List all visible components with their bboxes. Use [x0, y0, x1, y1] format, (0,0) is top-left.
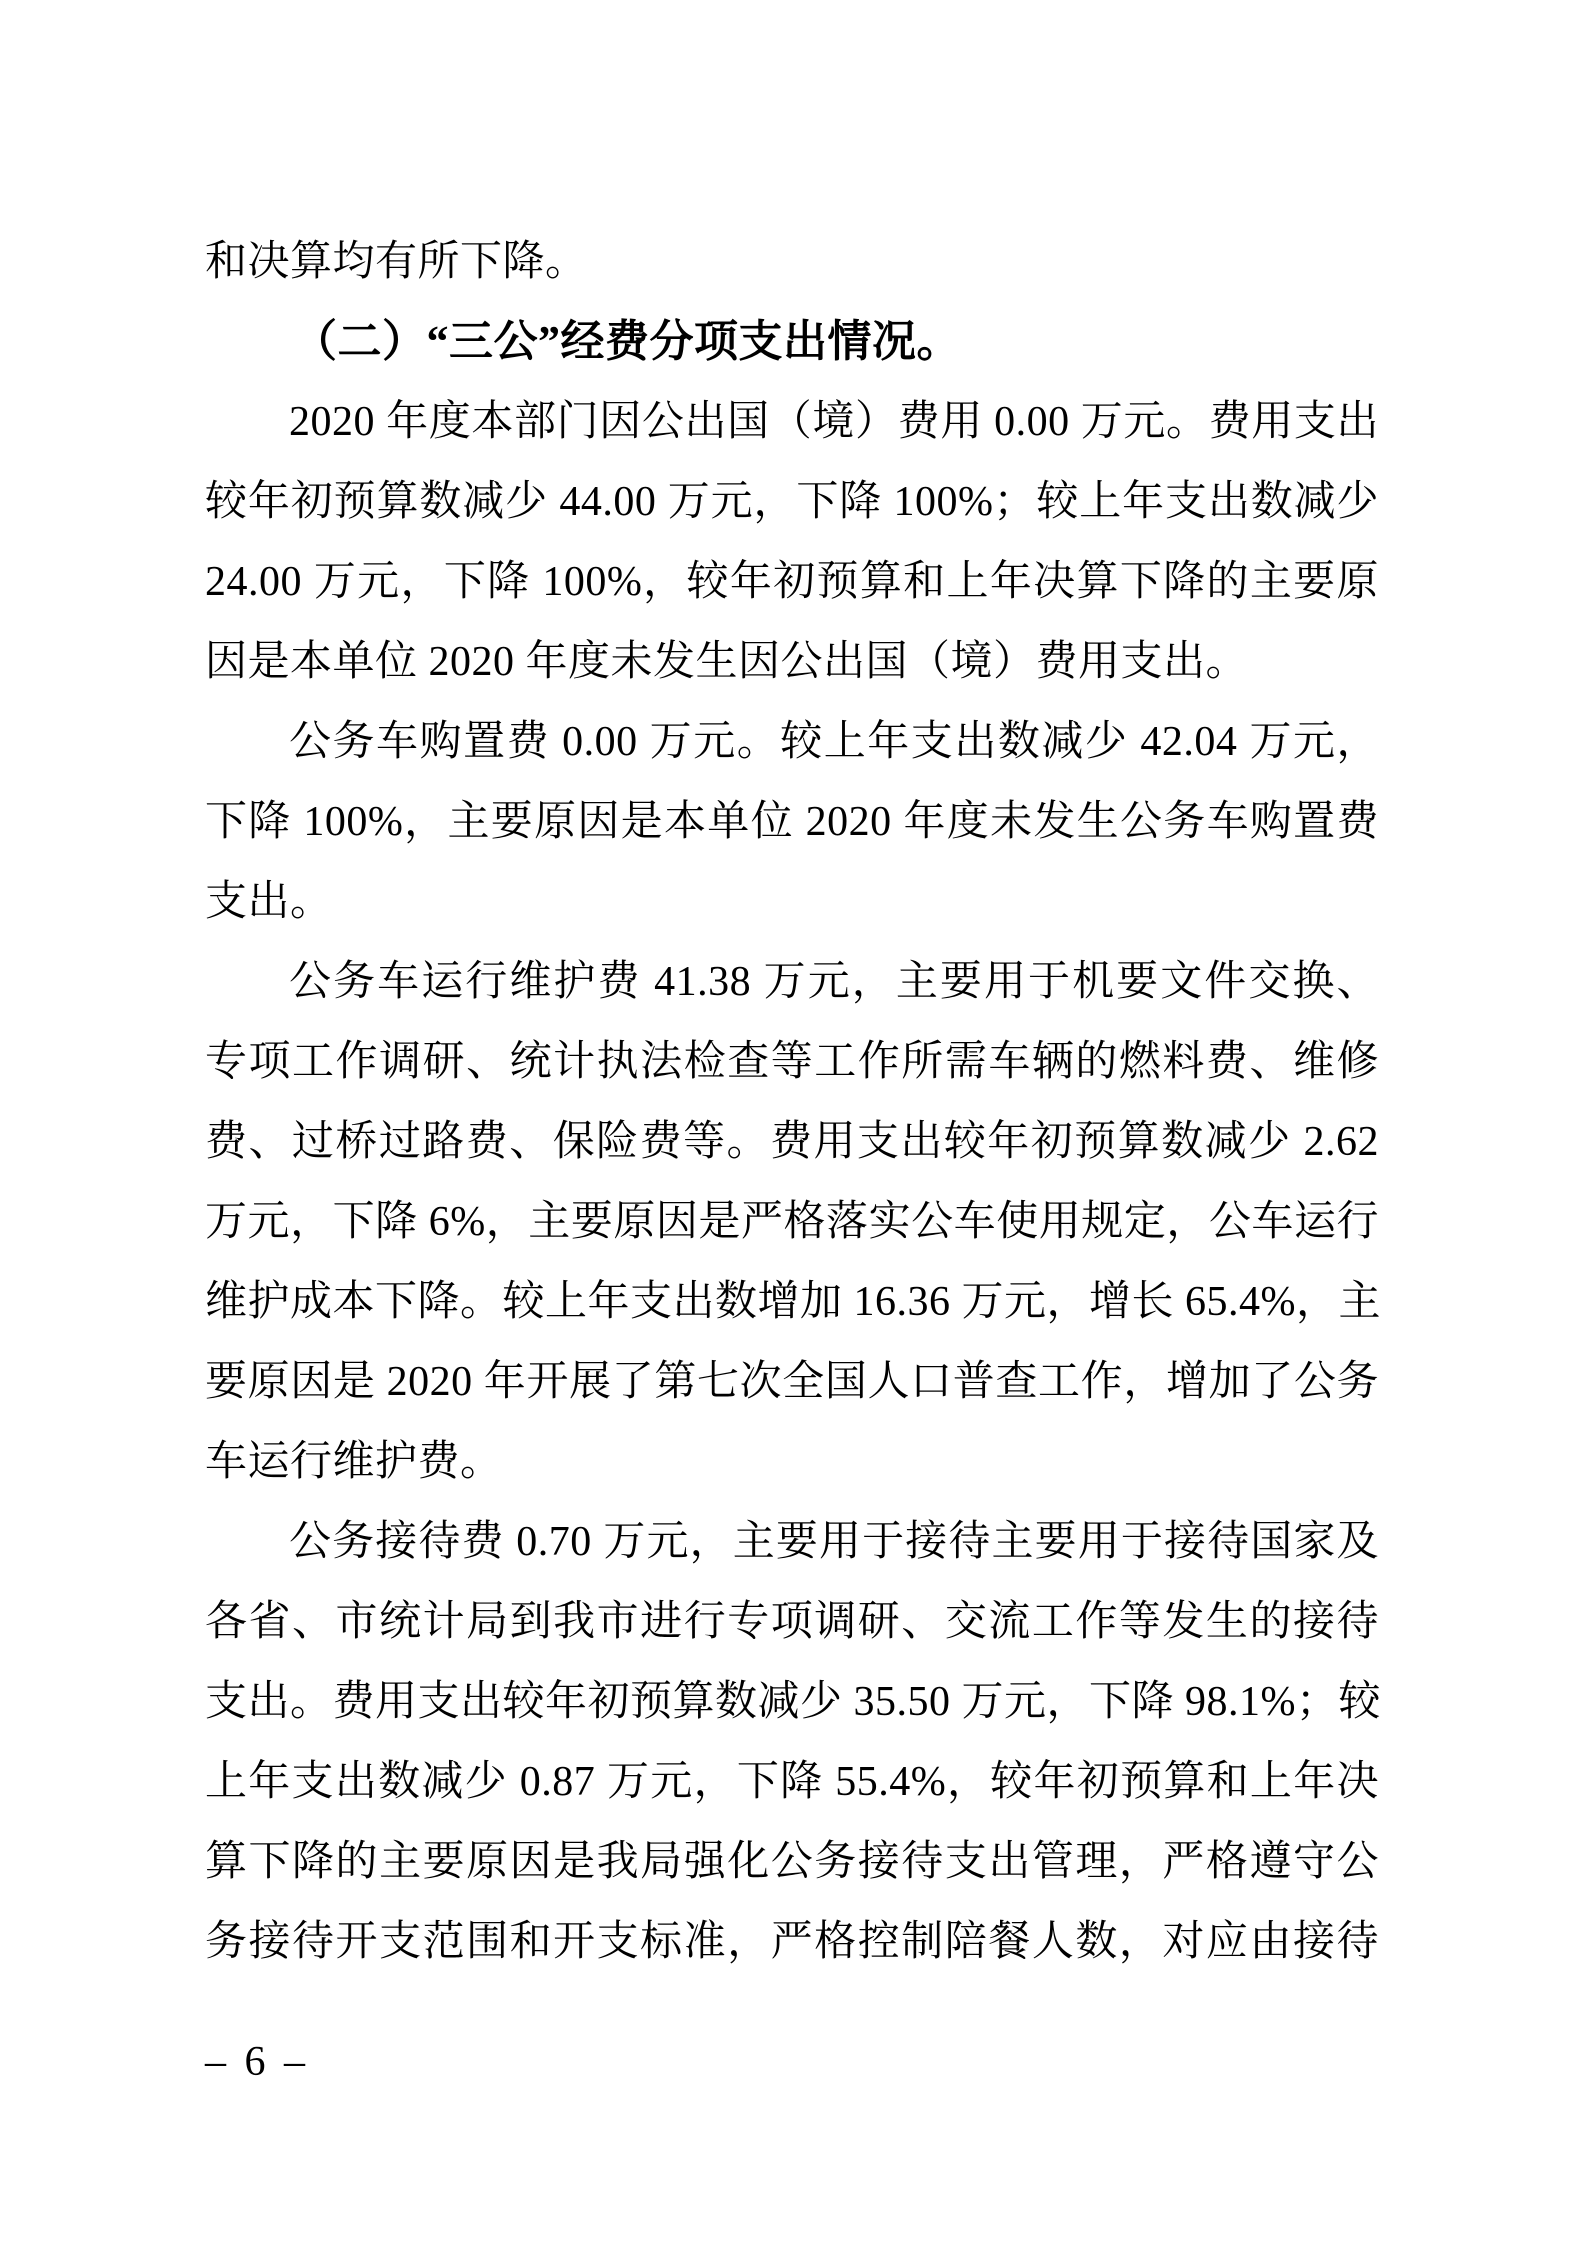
text-line: 各省、市统计局到我市进行专项调研、交流工作等发生的接待 [205, 1599, 1379, 1645]
text-line: 2020 年度本部门因公出国（境）费用 0.00 万元。费用支出 [289, 399, 1379, 445]
section-heading: （二）“三公”经费分项支出情况。 [293, 317, 961, 366]
text-line: 费、过桥过路费、保险费等。费用支出较年初预算数减少 2.62 [205, 1119, 1379, 1165]
text-line: 较年初预算数减少 44.00 万元，下降 100%；较上年支出数减少 [205, 479, 1379, 525]
text-line: 和决算均有所下降。 [205, 239, 588, 285]
text-line: 下降 100%，主要原因是本单位 2020 年度未发生公务车购置费 [205, 799, 1379, 845]
text-line: 公务接待费 0.70 万元，主要用于接待主要用于接待国家及 [289, 1519, 1379, 1565]
text-line: 支出。 [205, 879, 333, 925]
text-line: 维护成本下降。较上年支出数增加 16.36 万元，增长 65.4%，主 [205, 1279, 1381, 1325]
text-line: 因是本单位 2020 年度未发生因公出国（境）费用支出。 [205, 639, 1249, 685]
text-line: 要原因是 2020 年开展了第七次全国人口普查工作，增加了公务 [205, 1359, 1379, 1405]
text-line: 万元，下降 6%，主要原因是严格落实公车使用规定，公车运行 [205, 1199, 1379, 1245]
text-line: 务接待开支范围和开支标准，严格控制陪餐人数，对应由接待 [205, 1919, 1379, 1965]
text-line: 公务车运行维护费 41.38 万元，主要用于机要文件交换、 [289, 959, 1379, 1005]
text-line: 专项工作调研、统计执法检查等工作所需车辆的燃料费、维修 [205, 1039, 1379, 1085]
page-number: – 6 – [205, 2039, 309, 2085]
text-line: 公务车购置费 0.00 万元。较上年支出数减少 42.04 万元， [289, 719, 1379, 765]
text-line: 上年支出数减少 0.87 万元，下降 55.4%，较年初预算和上年决 [205, 1759, 1379, 1805]
text-line: 算下降的主要原因是我局强化公务接待支出管理，严格遵守公 [205, 1839, 1379, 1885]
document-body [205, 222, 1379, 1982]
text-line: 支出。费用支出较年初预算数减少 35.50 万元，下降 98.1%；较 [205, 1679, 1381, 1725]
text-line: 车运行维护费。 [205, 1439, 503, 1485]
text-line: 24.00 万元，下降 100%，较年初预算和上年决算下降的主要原 [205, 559, 1379, 605]
